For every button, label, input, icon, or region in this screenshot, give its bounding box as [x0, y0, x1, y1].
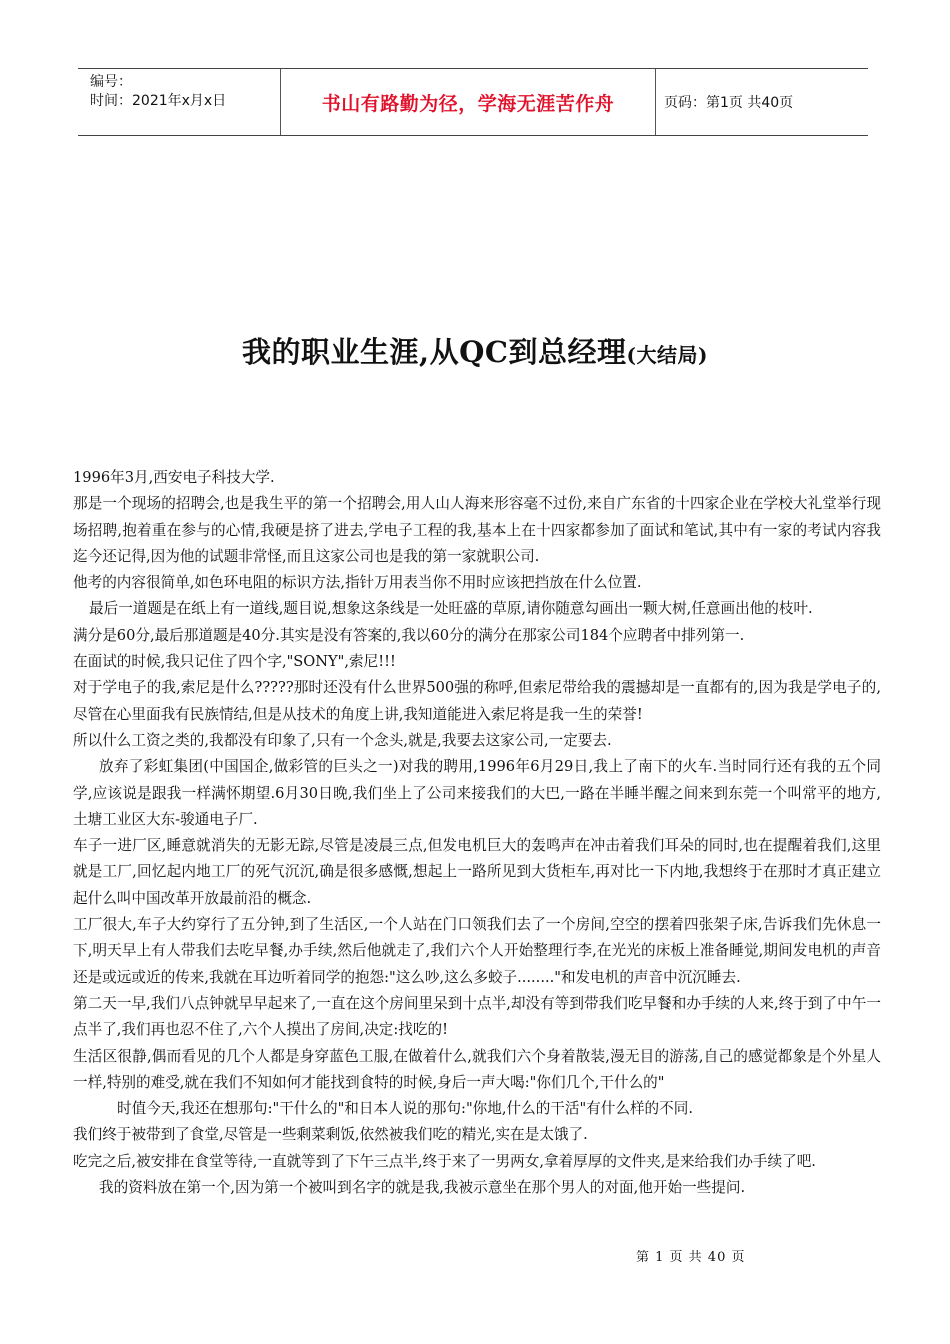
document-body — [73, 465, 881, 1201]
paragraph: 最后一道题是在纸上有一道线,题目说,想象这条线是一处旺盛的草原,请你随意勾画出一颗大树,任意画出他的枝叶. — [89, 600, 813, 618]
document-title — [0, 330, 950, 371]
paragraph: 我们终于被带到了食堂,尽管是一些剩菜剩饭,依然被我们吃的精光,实在是太饿了. — [73, 1126, 588, 1144]
title-main: 我的职业生涯,从QC到总经理 — [242, 335, 627, 369]
paragraph: 对于学电子的我,索尼是什么?????那时还没有什么世界500强的称呼,但索尼带给我的震撼却是一直都有的,因为我是学电子的,尽管在心里面我有民族情结,但是从技术的角度上讲,我知道能进入索尼将是我一生的荣誉! — [73, 679, 881, 723]
header-table — [78, 68, 868, 136]
time-label: 时间：2021年x月x日 — [90, 93, 227, 109]
paragraph: 放弃了彩虹集团(中国国企,做彩管的巨头之一)对我的聘用,1996年6月29日,我上了南下的火车.当时同行还有我的五个同学,应该说是跟我一样满怀期望.6月30日晚,我们坐上了公司来接我们的大巴,一路在半睡半醒之间来到东莞一个叫常平的地方,土塘工业区大东-骏通电子厂. — [73, 758, 881, 828]
header-meta — [78, 69, 281, 135]
paragraph: 那是一个现场的招聘会,也是我生平的第一个招聘会,用人山人海来形容毫不过份,来自广东省的十四家企业在学校大礼堂举行现场招聘,抱着重在参与的心情,我硬是挤了进去,学电子工程的我,基本上在十四家都参加了面试和笔试,其中有一家的考试内容我迄今还记得,因为他的试题非常怪,而且这家公司也是我的第一家就职公司. — [73, 495, 881, 565]
paragraph: 在面试的时候,我只记住了四个字,"SONY",索尼!!! — [73, 653, 396, 671]
paragraph: 生活区很静,偶而看见的几个人都是身穿蓝色工服,在做着什么,就我们六个身着散装,漫无目的游荡,自己的感觉都象是个外星人一样,特别的难受,就在我们不知如何才能找到食特的时候,身后一声大喝:"你们几个,干什么的" — [73, 1047, 881, 1091]
paragraph: 满分是60分,最后那道题是40分.其实是没有答案的,我以60分的满分在那家公司184个应聘者中排列第一. — [73, 626, 745, 644]
paragraph: 吃完之后,被安排在食堂等待,一直就等到了下午三点半,终于来了一男两女,拿着厚厚的文件夹,是来给我们办手续了吧. — [73, 1152, 816, 1170]
paragraph: 时值今天,我还在想那句:"干什么的"和日本人说的那句:"你地,什么的干活"有什么样的不同. — [117, 1100, 693, 1118]
paragraph: 我的资料放在第一个,因为第一个被叫到名字的就是我,我被示意坐在那个男人的对面,他开始一些提问. — [99, 1179, 746, 1197]
motto: 书山有路勤为径，学海无涯苦作舟 — [281, 69, 656, 135]
paragraph: 他考的内容很简单,如色环电阻的标识方法,指针万用表当你不用时应该把挡放在什么位置. — [73, 574, 642, 592]
page-footer: 第 1 页 共 40 页 — [636, 1250, 746, 1265]
paragraph: 工厂很大,车子大约穿行了五分钟,到了生活区,一个人站在门口领我们去了一个房间,空空的摆着四张架子床,告诉我们先休息一下,明天早上有人带我们去吃早餐,办手续,然后他就走了,我们六个人开始整理行李,在光光的床板上准备睡觉,期间发电机的声音还是或远或近的传来,我就在耳边听着同学的抱怨:"这么吵,这么多蛟子........"和发电机的声音中沉沉睡去. — [73, 916, 881, 986]
title-suffix: (大结局) — [626, 343, 708, 367]
paragraph: 车子一进厂区,睡意就消失的无影无踪,尽管是凌晨三点,但发电机巨大的轰鸣声在冲击着我们耳朵的同时,也在提醒着我们,这里就是工厂,回忆起内地工厂的死气沉沉,确是很多感慨,想起上一路所见到大货柜车,再对比一下内地,我想终于在那时才真正建立起什么叫中国改革开放最前沿的概念. — [73, 837, 881, 907]
page-label: 页码：第1页 共40页 — [664, 95, 794, 111]
number-label: 编号： — [90, 74, 132, 90]
paragraph: 1996年3月,西安电子科技大学. — [73, 469, 275, 486]
paragraph: 所以什么工资之类的,我都没有印象了,只有一个念头,就是,我要去这家公司,一定要去. — [73, 731, 612, 749]
paragraph: 第二天一早,我们八点钟就早早起来了,一直在这个房间里呆到十点半,却没有等到带我们吃早餐和办手续的人来,终于到了中午一点半了,我们再也忍不住了,六个人摸出了房间,决定:找吃的! — [73, 994, 881, 1039]
